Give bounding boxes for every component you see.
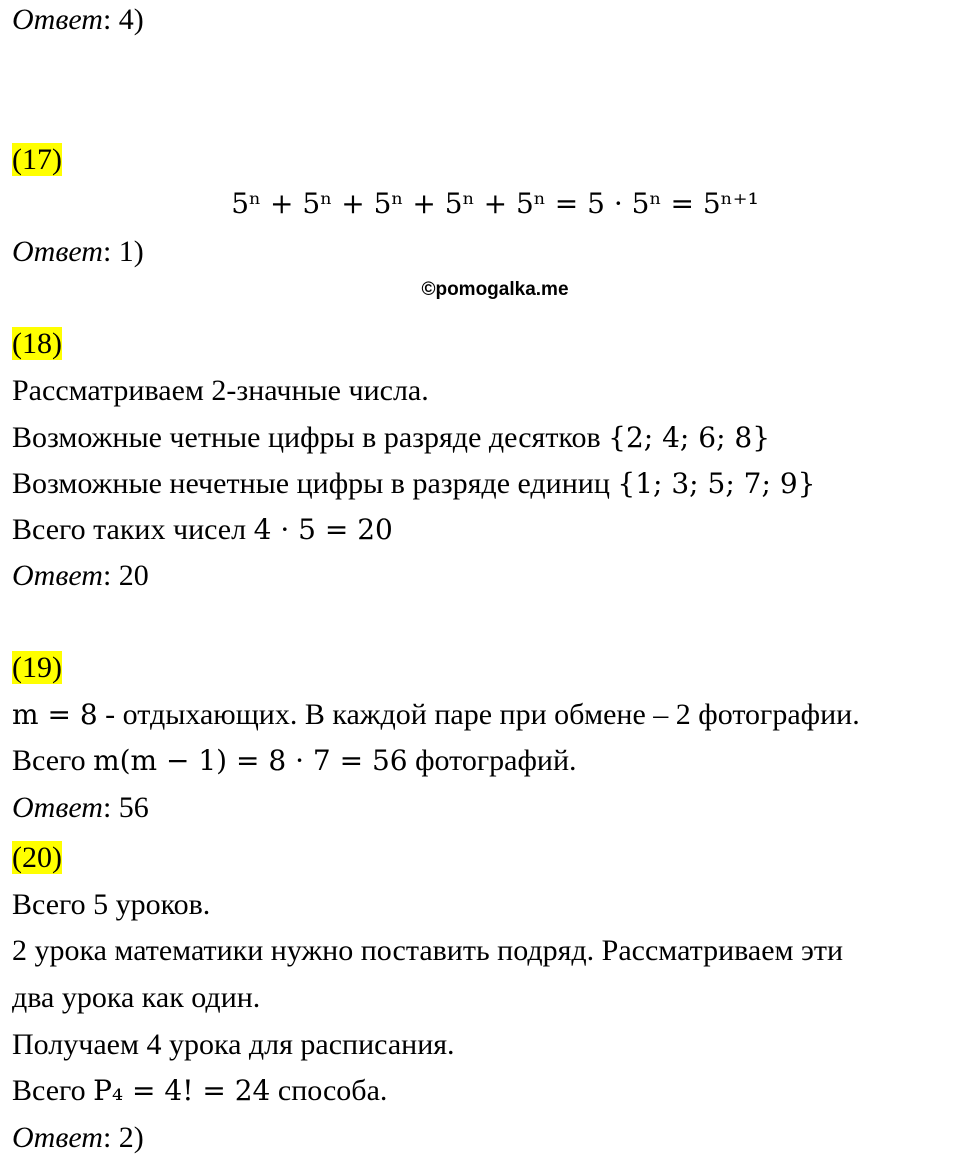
count-formula: 4 · 5 = 20 (253, 513, 393, 546)
answer-label: Ответ (12, 3, 103, 36)
p20-line4: Получаем 4 урока для расписания. (12, 1028, 455, 1061)
problem-number-19: (19) (12, 651, 62, 684)
answer-line-prev: Ответ: 4) (12, 3, 144, 36)
watermark: ©pomogalka.me (421, 279, 569, 300)
answer-line-19: Ответ: 56 (12, 791, 149, 824)
p19-line2: Всего m(m − 1) = 8 · 7 = 56 фотографий. (12, 744, 577, 777)
problem-number-18: (18) (12, 327, 62, 360)
p20-line1: Всего 5 уроков. (12, 888, 211, 921)
problem-number-20: (20) (12, 841, 62, 874)
formula-17-text: 5ⁿ + 5ⁿ + 5ⁿ + 5ⁿ + 5ⁿ = 5 · 5ⁿ = 5ⁿ⁺¹ (231, 187, 759, 220)
odd-digits-set: {1; 3; 5; 7; 9} (617, 467, 816, 500)
formula-17 (0, 184, 960, 224)
p20-line5: Всего P₄ = 4! = 24 способа. (12, 1074, 388, 1107)
even-digits-set: {2; 4; 6; 8} (608, 421, 771, 454)
problem-number-17: (17) (12, 143, 62, 176)
answer-value: 56 (118, 791, 149, 824)
p18-line3: Возможные нечетные цифры в разряде единиц {1; 3; 5; 7; 9} (12, 467, 816, 500)
p18-line4: Всего таких чисел 4 · 5 = 20 (12, 513, 393, 546)
p18-line2: Возможные четные цифры в разряде десятков {2; 4; 6; 8} (12, 421, 771, 454)
answer-line-20: Ответ: 2) (12, 1121, 144, 1154)
p18-line1: Рассматриваем 2-значные числа. (12, 374, 429, 407)
answer-value: 1) (118, 235, 144, 268)
p20-line2: 2 урока математики нужно поставить подряд. Рассматриваем эти (12, 934, 844, 967)
answer-value: 2) (118, 1121, 144, 1154)
p19-line1: m = 8 - отдыхающих. В каждой паре при обмене – 2 фотографии. (12, 698, 860, 731)
m-value: m = 8 (12, 698, 98, 731)
answer-value: 20 (118, 559, 149, 592)
p20-line3: два урока как один. (12, 981, 261, 1014)
photos-formula: m(m − 1) = 8 · 7 = 56 (93, 744, 408, 777)
answer-value: 4) (118, 3, 144, 36)
permutation-formula: P₄ = 4! = 24 (93, 1074, 271, 1107)
answer-line-18: Ответ: 20 (12, 559, 149, 592)
answer-line-17: Ответ: 1) (12, 235, 144, 268)
